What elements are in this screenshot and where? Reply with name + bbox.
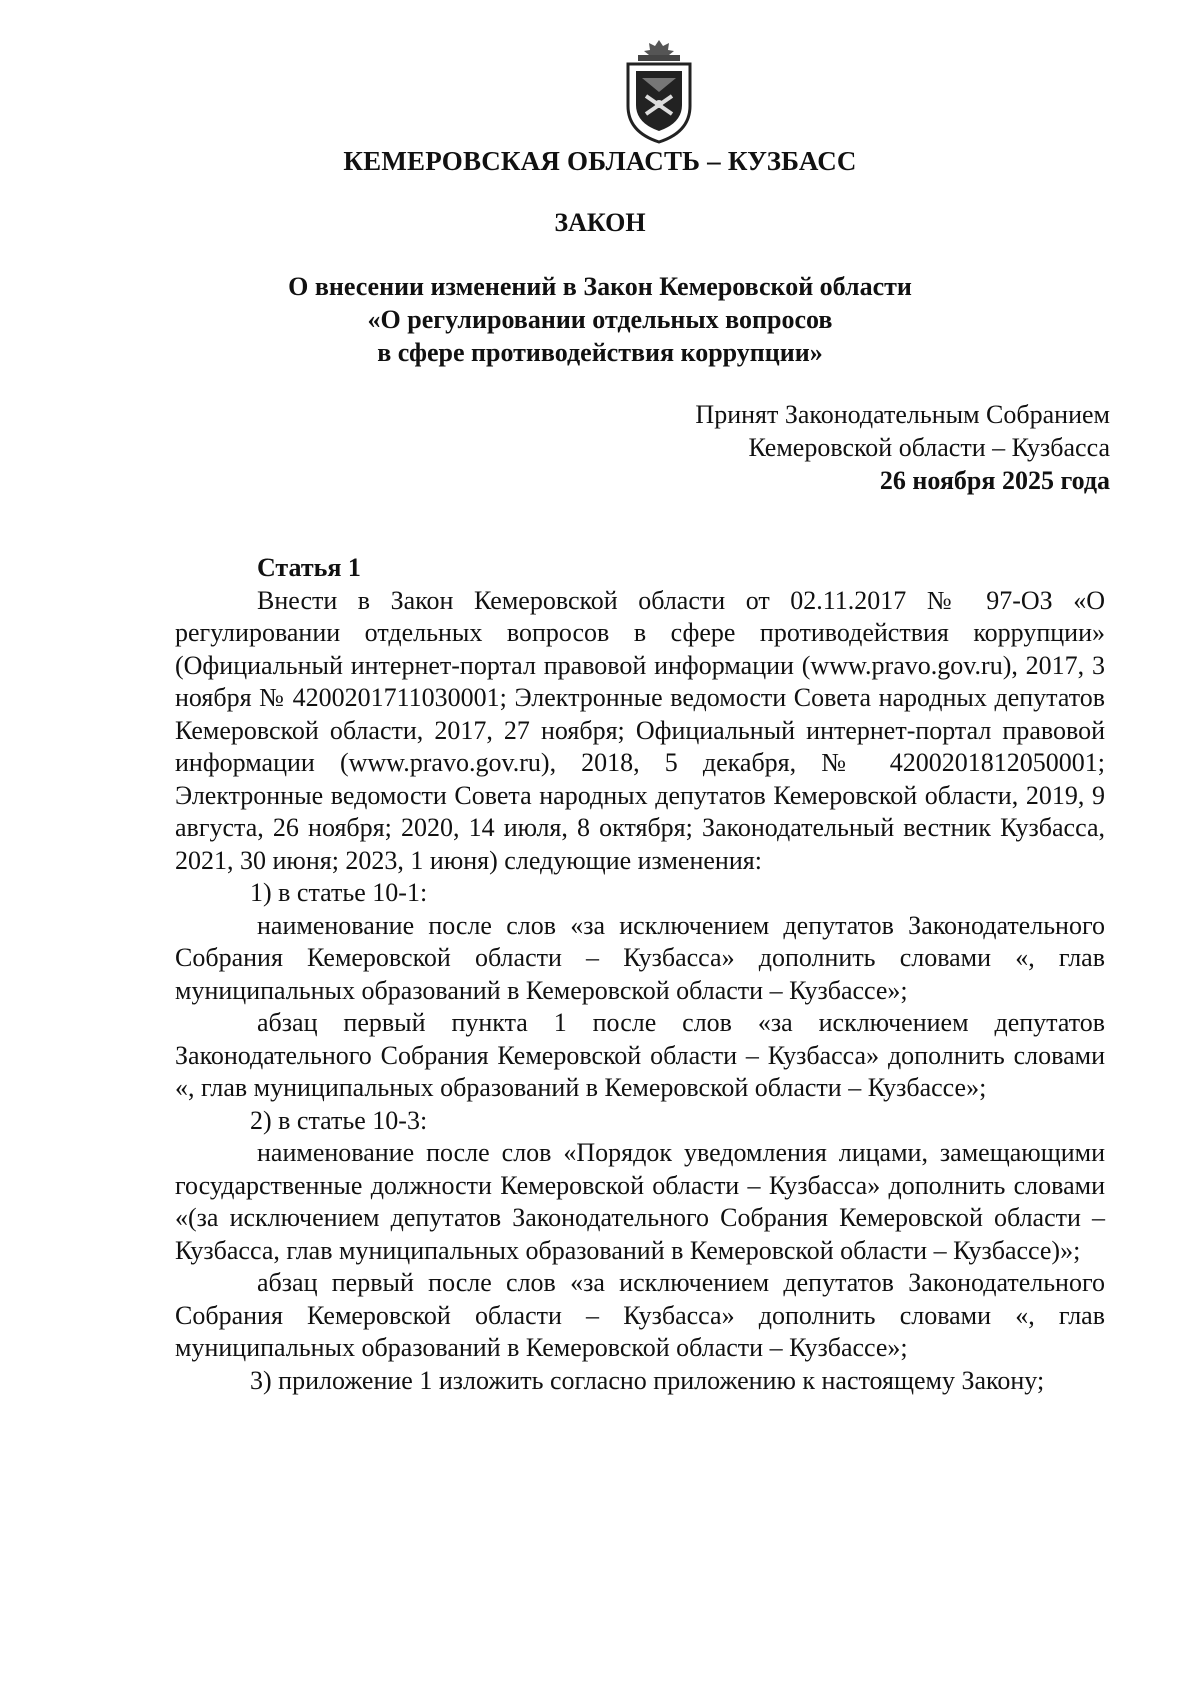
region-name: КЕМЕРОВСКАЯ ОБЛАСТЬ – КУЗБАСС bbox=[343, 146, 857, 176]
article-paragraph: Внести в Закон Кемеровской области от 02.11.2017 № 97-ОЗ «О регулировании отдельных вопросов в сфере противодействия коррупции» (Официальный интернет-портал правовой информации (www.pravo.gov.ru), 2017, 3 ноября № 4200201711030001; Электронные ведомости Совета народных депутатов Кемеровской области, 2017, 27 ноября; Официальный интернет-портал правовой информации (www.pravo.gov.ru), 2018, 5 декабря, № 4200201812050001; Электронные ведомости Совета народных депутатов Кемеровской области, 2019, 9 августа, 26 ноября; 2020, 14 июля, 8 октября; Законодательный вестник Кузбасса, 2021, 30 июня; 2023, 1 июня) следующие изменения: bbox=[175, 585, 1105, 875]
law-title-line: «О регулировании отдельных вопросов bbox=[367, 305, 833, 334]
adoption-line: Принят Законодательным Собранием bbox=[695, 400, 1110, 429]
article-paragraph: наименование после слов «за исключением депутатов Законодательного Собрания Кемеровской области – Кузбасса» дополнить словами «, глав муниципальных образований в Кемеровской области – Кузбассе»; bbox=[175, 910, 1105, 1005]
law-title-line: О внесении изменений в Закон Кемеровской области bbox=[288, 272, 912, 301]
adoption-date: 26 ноября 2025 года bbox=[879, 466, 1110, 495]
adoption-block bbox=[695, 398, 1110, 497]
article-item: 3) приложение 1 изложить согласно приложению к настоящему Закону; bbox=[250, 1365, 1045, 1395]
law-title bbox=[0, 270, 1200, 369]
article-paragraph: абзац первый пункта 1 после слов «за исключением депутатов Законодательного Собрания Кемеровской области – Кузбасса» дополнить словами «, глав муниципальных образований в Кемеровской области – Кузбассе»; bbox=[175, 1008, 1105, 1102]
article-title: Статья 1 bbox=[257, 553, 361, 582]
adoption-line: Кемеровской области – Кузбасса bbox=[748, 433, 1110, 462]
article-item: 2) в статье 10-3: bbox=[250, 1105, 428, 1135]
law-title-line: в сфере противодействия коррупции» bbox=[377, 338, 823, 367]
article-paragraph: наименование после слов «Порядок уведомления лицами, замещающими государственные должности Кемеровской области – Кузбасса» дополнить словами «(за исключением депутатов Законодательного Собрания Кемеровской области – Кузбасса, глав муниципальных образований в Кемеровской области – Кузбассе)»; bbox=[175, 1138, 1105, 1265]
document-type: ЗАКОН bbox=[554, 208, 646, 237]
coat-of-arms-icon bbox=[624, 38, 694, 144]
article-item: 1) в статье 10-1: bbox=[250, 878, 428, 907]
article-paragraph: абзац первый после слов «за исключением депутатов Законодательного Собрания Кемеровской области – Кузбасса» дополнить словами «, глав муниципальных образований в Кемеровской области – Кузбассе»; bbox=[175, 1268, 1105, 1362]
article-body bbox=[175, 552, 1105, 1397]
